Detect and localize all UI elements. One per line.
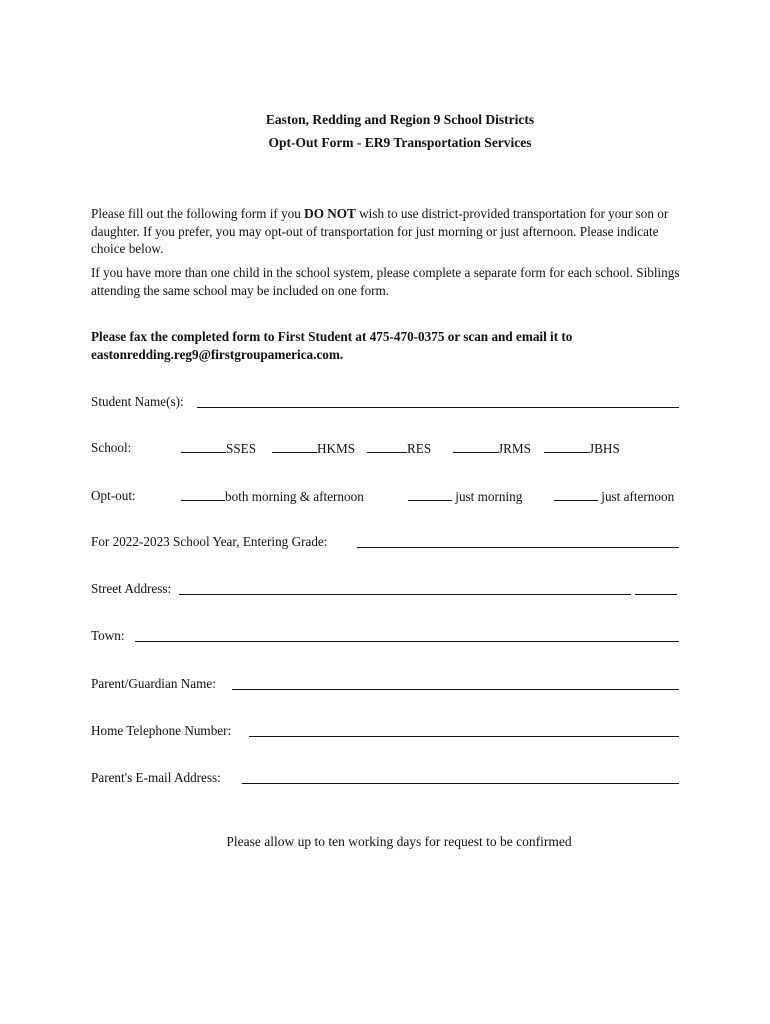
optout-morning-blank[interactable] [408,487,452,501]
email-row [91,769,681,787]
school-label: School: [91,440,132,455]
parent-label: Parent/Guardian Name: [91,676,216,691]
school-sses-blank[interactable] [181,439,226,453]
form-title-line2: Opt-Out Form - ER9 Transportation Services [268,135,532,150]
intro-emphasis: DO NOT [304,206,356,221]
fax-instructions: Please fax the completed form to First Student at 475-470-0375 or scan and email it to eastonredding.reg9@firstgroupamerica.com. [91,329,573,362]
intro-text-start: Please fill out the following form if you [91,206,305,221]
student-names-field[interactable] [197,407,679,408]
school-row [91,439,691,457]
street-row [91,580,681,598]
optout-row [91,487,691,505]
grade-row [91,533,681,551]
street-field-extra[interactable] [635,594,677,595]
street-field[interactable] [179,594,631,595]
school-option-sses[interactable] [181,439,256,458]
intro-paragraph-1 [91,205,691,258]
school-res-label: RES [407,441,432,456]
optout-both[interactable] [181,487,364,506]
optout-both-label: both morning & afternoon [225,489,364,504]
town-field[interactable] [135,641,679,642]
confirmation-note: Please allow up to ten working days for request to be confirmed [226,834,572,849]
email-label: Parent's E-mail Address: [91,770,221,785]
phone-field[interactable] [249,736,679,737]
optout-afternoon-blank[interactable] [554,487,598,501]
school-option-hkms[interactable] [272,439,355,458]
school-option-res[interactable] [367,439,431,458]
school-hkms-label: HKMS [317,441,356,456]
town-label: Town: [91,628,125,643]
intro-text-end: wish to use district-provided transportation for your son or daughter. If you prefer, you may opt-out of transportation for just morning or just afternoon. Please indicate choice below. [91,206,669,256]
optout-afternoon-label: just afternoon [598,489,675,504]
student-names-row [91,393,681,411]
parent-row [91,675,681,693]
school-jrms-label: JRMS [498,441,531,456]
grade-label: For 2022-2023 School Year, Entering Grade: [91,534,328,549]
form-title-line1: Easton, Redding and Region 9 School Districts [265,112,535,127]
school-option-jbhs[interactable] [544,439,620,458]
optout-morning[interactable] [408,487,522,506]
school-jrms-blank[interactable] [453,439,498,453]
student-names-label: Student Name(s): [91,394,184,409]
school-hkms-blank[interactable] [272,439,317,453]
parent-field[interactable] [232,689,679,690]
school-option-jrms[interactable] [453,439,531,458]
school-sses-label: SSES [226,441,257,456]
optout-morning-label: just morning [452,489,523,504]
optout-afternoon[interactable] [554,487,674,506]
intro-paragraph-2: If you have more than one child in the school system, please complete a separate form for each school. Siblings attending the same school may be included on one form. [91,265,680,298]
email-field[interactable] [242,783,679,784]
optout-both-blank[interactable] [181,487,225,501]
grade-field[interactable] [357,547,679,548]
phone-row [91,722,681,740]
town-row [91,627,681,645]
school-jbhs-blank[interactable] [544,439,589,453]
phone-label: Home Telephone Number: [91,723,232,738]
school-jbhs-label: JBHS [589,441,620,456]
street-label: Street Address: [91,581,172,596]
optout-label: Opt-out: [91,488,136,503]
school-res-blank[interactable] [367,439,407,453]
